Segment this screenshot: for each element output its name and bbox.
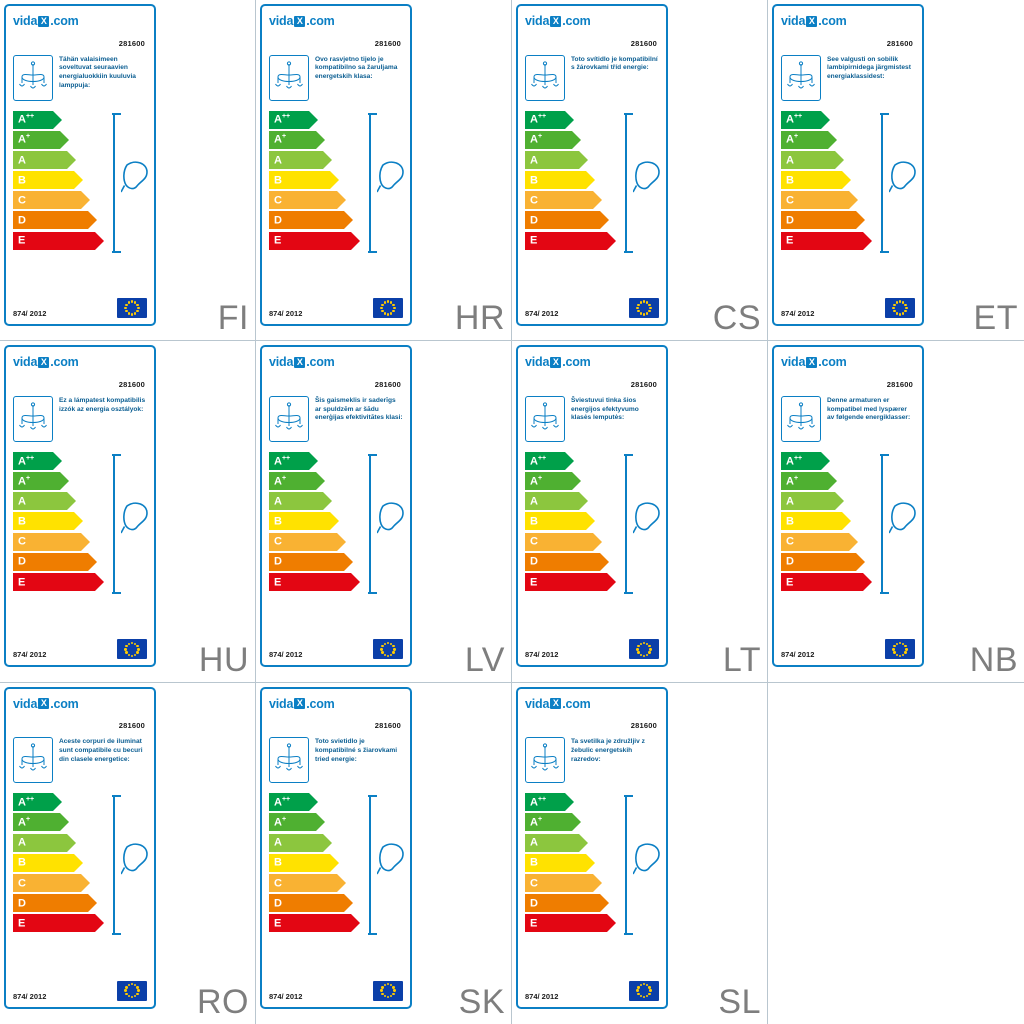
energy-class-bar: A++ bbox=[525, 452, 613, 470]
brand-name-pre: vida bbox=[269, 14, 294, 28]
eu-flag-icon bbox=[629, 981, 659, 1001]
brand-logo bbox=[781, 356, 915, 369]
energy-class-bar: C bbox=[525, 191, 613, 209]
chandelier-icon bbox=[274, 402, 304, 436]
energy-class-bar: A+ bbox=[525, 472, 613, 490]
energy-class-bars bbox=[13, 793, 101, 934]
energy-class-bar: B bbox=[13, 171, 101, 189]
chandelier-icon bbox=[18, 61, 48, 95]
energy-class-bar: A++ bbox=[269, 111, 357, 129]
brand-logo bbox=[13, 15, 147, 28]
energy-class-bar: C bbox=[525, 874, 613, 892]
model-number: 281600 bbox=[118, 379, 145, 389]
compatibility-text: Toto svietidlo je kompatibilné s žiarovkami tried energie: bbox=[315, 738, 398, 763]
brand-logo bbox=[269, 15, 403, 28]
energy-scale bbox=[781, 111, 915, 261]
energy-class-bars bbox=[13, 452, 101, 593]
energy-class-bar: A++ bbox=[269, 793, 357, 811]
empty-cell bbox=[768, 683, 1024, 1024]
regulation-number: 874/ 2012 bbox=[525, 991, 559, 1001]
label-cell bbox=[768, 0, 1024, 341]
energy-class-bars bbox=[13, 111, 101, 252]
energy-label-card bbox=[4, 687, 156, 1009]
energy-label-card bbox=[4, 4, 156, 326]
brand-mark: X bbox=[550, 357, 561, 368]
energy-class-bar: A+ bbox=[525, 131, 613, 149]
energy-scale bbox=[525, 111, 659, 261]
energy-scale bbox=[269, 452, 403, 602]
energy-class-bar: A bbox=[525, 151, 613, 169]
brand-logo bbox=[525, 15, 659, 28]
chandelier-icon bbox=[18, 402, 48, 436]
brand-mark: X bbox=[806, 16, 817, 27]
brand-mark: X bbox=[38, 16, 49, 27]
label-cell bbox=[0, 683, 256, 1024]
brand-logo bbox=[525, 356, 659, 369]
chandelier-icon bbox=[274, 743, 304, 777]
brand-mark: X bbox=[550, 698, 561, 709]
compatibility-text: Šis gaismeklis ir saderīgs ar spuldzēm ar šādu enerģijas efektivitātes klasi: bbox=[315, 396, 403, 422]
lamp-icon-box bbox=[269, 55, 309, 101]
language-code: ET bbox=[973, 299, 1018, 338]
energy-class-bar: B bbox=[269, 854, 357, 872]
brand-name-pre: vida bbox=[525, 14, 550, 28]
energy-label-card bbox=[772, 4, 924, 326]
energy-scale bbox=[13, 111, 147, 261]
energy-class-bars bbox=[269, 793, 357, 934]
bulb-illustration bbox=[621, 113, 671, 253]
energy-class-bar: D bbox=[269, 211, 357, 229]
light-bulb-icon bbox=[121, 841, 155, 879]
energy-class-bar: B bbox=[525, 854, 613, 872]
lamp-icon-box bbox=[269, 737, 309, 783]
energy-class-bar: C bbox=[781, 533, 869, 551]
compatibility-text: Ta svetilka je združljiv z žebulic energetskih razredov: bbox=[571, 738, 645, 763]
brand-mark: X bbox=[294, 357, 305, 368]
energy-class-bars bbox=[525, 111, 613, 252]
language-code: LV bbox=[464, 640, 505, 679]
bulb-illustration bbox=[109, 454, 159, 594]
energy-class-bar: C bbox=[13, 191, 101, 209]
energy-scale bbox=[525, 452, 659, 602]
energy-class-bar: A bbox=[781, 492, 869, 510]
lamp-icon-box bbox=[781, 55, 821, 101]
lamp-icon-box bbox=[13, 737, 53, 783]
energy-label-card bbox=[260, 4, 412, 326]
energy-label-card bbox=[516, 345, 668, 667]
model-number: 281600 bbox=[630, 721, 657, 731]
bulb-illustration bbox=[621, 795, 671, 935]
energy-class-bar: A++ bbox=[525, 793, 613, 811]
energy-class-bar: A bbox=[269, 151, 357, 169]
brand-mark: X bbox=[38, 698, 49, 709]
energy-class-bar: A++ bbox=[269, 452, 357, 470]
regulation-number: 874/ 2012 bbox=[269, 650, 303, 660]
energy-class-bar: E bbox=[13, 573, 101, 591]
energy-label-card bbox=[260, 345, 412, 667]
lamp-icon-box bbox=[13, 396, 53, 442]
energy-class-bar: C bbox=[781, 191, 869, 209]
compatibility-text: Ovo rasvjetno tijelo je kompatibilno sa žaruljama energetskih klasa: bbox=[315, 55, 398, 80]
brand-mark: X bbox=[550, 16, 561, 27]
model-number: 281600 bbox=[374, 379, 401, 389]
energy-label-card bbox=[4, 345, 156, 667]
language-code: LT bbox=[722, 640, 761, 679]
energy-class-bar: D bbox=[525, 894, 613, 912]
brand-name-pre: vida bbox=[13, 696, 38, 711]
energy-class-bar: A bbox=[269, 834, 357, 852]
regulation-number: 874/ 2012 bbox=[269, 309, 303, 318]
energy-scale bbox=[269, 111, 403, 261]
regulation-number: 874/ 2012 bbox=[781, 650, 815, 660]
energy-class-bar: D bbox=[269, 553, 357, 571]
energy-class-bar: B bbox=[525, 171, 613, 189]
chandelier-icon bbox=[530, 743, 560, 777]
compatibility-text: Ez a lámpatest kompatibilis izzók az energia osztályok: bbox=[59, 396, 146, 413]
energy-class-bar: A++ bbox=[781, 111, 869, 129]
eu-flag-icon bbox=[373, 639, 403, 659]
brand-name-pre: vida bbox=[269, 355, 294, 370]
model-number: 281600 bbox=[374, 721, 401, 731]
chandelier-icon bbox=[530, 61, 560, 95]
light-bulb-icon bbox=[889, 159, 923, 197]
energy-class-bar: A++ bbox=[525, 111, 613, 129]
energy-class-bar: A+ bbox=[13, 472, 101, 490]
lamp-icon-box bbox=[13, 55, 53, 101]
energy-label-card bbox=[516, 4, 668, 326]
label-cell bbox=[256, 683, 512, 1024]
label-cell bbox=[256, 341, 512, 682]
brand-name-post: .com bbox=[562, 14, 591, 28]
bulb-illustration bbox=[365, 795, 415, 935]
bulb-illustration bbox=[621, 454, 671, 594]
energy-class-bar: C bbox=[525, 533, 613, 551]
chandelier-icon bbox=[786, 402, 816, 436]
bulb-illustration bbox=[365, 454, 415, 594]
label-cell bbox=[512, 341, 768, 682]
regulation-number: 874/ 2012 bbox=[525, 309, 559, 318]
regulation-number: 874/ 2012 bbox=[525, 650, 559, 660]
label-cell bbox=[768, 341, 1024, 682]
energy-class-bar: B bbox=[269, 512, 357, 530]
light-bulb-icon bbox=[633, 159, 667, 197]
energy-class-bar: A bbox=[13, 492, 101, 510]
energy-class-bar: A++ bbox=[13, 452, 101, 470]
eu-flag-icon bbox=[629, 298, 659, 318]
brand-name-pre: vida bbox=[525, 355, 550, 370]
brand-name-post: .com bbox=[818, 355, 847, 370]
light-bulb-icon bbox=[633, 841, 667, 879]
eu-flag-icon bbox=[373, 298, 403, 318]
compatibility-text: Šviestuvui tinka šios energijos efektyvumo klasės lemputės: bbox=[571, 396, 639, 422]
eu-flag-icon bbox=[885, 298, 915, 318]
energy-class-bar: A+ bbox=[13, 131, 101, 149]
chandelier-icon bbox=[786, 61, 816, 95]
energy-class-bar: C bbox=[269, 533, 357, 551]
energy-class-bar: D bbox=[13, 553, 101, 571]
brand-logo bbox=[269, 356, 403, 369]
energy-class-bar: D bbox=[13, 211, 101, 229]
light-bulb-icon bbox=[377, 159, 411, 197]
brand-logo bbox=[269, 698, 403, 711]
label-cell bbox=[512, 683, 768, 1024]
label-cell bbox=[0, 0, 256, 341]
energy-scale bbox=[269, 793, 403, 943]
chandelier-icon bbox=[530, 402, 560, 436]
energy-class-bar: A bbox=[781, 151, 869, 169]
energy-class-bar: D bbox=[781, 211, 869, 229]
language-code: CS bbox=[712, 299, 761, 338]
energy-class-bar: B bbox=[781, 171, 869, 189]
compatibility-text: Denne armaturen er kompatibel med lyspærer av følgende energiklasser: bbox=[827, 396, 911, 422]
energy-class-bar: C bbox=[13, 874, 101, 892]
energy-class-bar: A bbox=[269, 492, 357, 510]
energy-class-bars bbox=[781, 452, 869, 593]
energy-scale bbox=[13, 793, 147, 943]
brand-name-pre: vida bbox=[269, 696, 294, 711]
energy-class-bar: E bbox=[525, 232, 613, 250]
energy-class-bars bbox=[525, 452, 613, 593]
regulation-number: 874/ 2012 bbox=[13, 991, 47, 1001]
lamp-icon-box bbox=[269, 396, 309, 442]
language-code: NB bbox=[969, 640, 1018, 679]
bulb-illustration bbox=[877, 113, 927, 253]
eu-flag-icon bbox=[373, 981, 403, 1001]
energy-class-bar: D bbox=[781, 553, 869, 571]
brand-name-post: .com bbox=[562, 696, 591, 711]
compatibility-text: See valgusti on sobilik lambipirnidega järgmistest energiaklassidest: bbox=[827, 55, 911, 80]
regulation-number: 874/ 2012 bbox=[13, 309, 47, 318]
language-code: HU bbox=[198, 640, 249, 679]
regulation-number: 874/ 2012 bbox=[781, 309, 815, 318]
model-number: 281600 bbox=[374, 38, 401, 48]
regulation-number: 874/ 2012 bbox=[269, 991, 303, 1001]
energy-class-bar: C bbox=[269, 874, 357, 892]
energy-class-bar: C bbox=[269, 191, 357, 209]
energy-class-bar: C bbox=[13, 533, 101, 551]
lamp-icon-box bbox=[781, 396, 821, 442]
brand-name-post: .com bbox=[818, 14, 847, 28]
energy-class-bar: E bbox=[13, 232, 101, 250]
model-number: 281600 bbox=[886, 379, 913, 389]
brand-name-pre: vida bbox=[13, 14, 38, 28]
energy-class-bar: A++ bbox=[13, 111, 101, 129]
eu-flag-icon bbox=[629, 639, 659, 659]
energy-class-bar: D bbox=[269, 894, 357, 912]
energy-class-bar: D bbox=[525, 211, 613, 229]
energy-class-bar: E bbox=[269, 232, 357, 250]
regulation-number: 874/ 2012 bbox=[13, 650, 47, 660]
energy-scale bbox=[13, 452, 147, 602]
energy-class-bar: A+ bbox=[269, 813, 357, 831]
energy-scale bbox=[525, 793, 659, 943]
eu-flag-icon bbox=[117, 298, 147, 318]
brand-name-post: .com bbox=[306, 696, 335, 711]
light-bulb-icon bbox=[121, 159, 155, 197]
compatibility-text: Tähän valaisimeen soveltuvat seuraavien energialuokkiin kuuluvia lamppuja: bbox=[59, 55, 136, 89]
brand-logo bbox=[781, 15, 915, 28]
energy-class-bar: A bbox=[525, 834, 613, 852]
language-code: HR bbox=[454, 299, 505, 338]
energy-class-bar: E bbox=[525, 914, 613, 932]
energy-class-bar: A++ bbox=[781, 452, 869, 470]
compatibility-text: Toto svítidlo je kompatibilní s žárovkami tříd energie: bbox=[571, 55, 658, 72]
energy-class-bar: A+ bbox=[525, 813, 613, 831]
brand-logo bbox=[13, 698, 147, 711]
energy-class-bar: B bbox=[13, 512, 101, 530]
energy-scale bbox=[781, 452, 915, 602]
energy-class-bar: A+ bbox=[13, 813, 101, 831]
energy-class-bar: E bbox=[781, 573, 869, 591]
energy-class-bar: A++ bbox=[13, 793, 101, 811]
brand-name-pre: vida bbox=[781, 14, 806, 28]
energy-class-bars bbox=[269, 111, 357, 252]
bulb-illustration bbox=[109, 795, 159, 935]
light-bulb-icon bbox=[121, 500, 155, 538]
brand-name-post: .com bbox=[306, 14, 335, 28]
bulb-illustration bbox=[877, 454, 927, 594]
light-bulb-icon bbox=[377, 500, 411, 538]
energy-class-bar: E bbox=[269, 914, 357, 932]
energy-class-bar: A bbox=[525, 492, 613, 510]
energy-class-bar: A+ bbox=[269, 472, 357, 490]
energy-class-bar: A+ bbox=[781, 131, 869, 149]
brand-name-post: .com bbox=[50, 696, 79, 711]
compatibility-text: Aceste corpuri de iluminat sunt compatibile cu becuri din clasele energetice: bbox=[59, 738, 143, 763]
chandelier-icon bbox=[274, 61, 304, 95]
energy-class-bar: B bbox=[13, 854, 101, 872]
eu-flag-icon bbox=[117, 981, 147, 1001]
energy-class-bars bbox=[525, 793, 613, 934]
energy-class-bar: E bbox=[781, 232, 869, 250]
brand-name-post: .com bbox=[306, 355, 335, 370]
model-number: 281600 bbox=[886, 38, 913, 48]
energy-class-bar: A bbox=[13, 151, 101, 169]
energy-class-bar: A bbox=[13, 834, 101, 852]
energy-class-bar: B bbox=[525, 512, 613, 530]
brand-logo bbox=[13, 356, 147, 369]
energy-label-card bbox=[260, 687, 412, 1009]
language-code: RO bbox=[197, 982, 249, 1021]
lamp-icon-box bbox=[525, 396, 565, 442]
language-code: SK bbox=[458, 982, 505, 1021]
energy-class-bar: E bbox=[269, 573, 357, 591]
energy-class-bar: E bbox=[13, 914, 101, 932]
energy-class-bars bbox=[269, 452, 357, 593]
bulb-illustration bbox=[109, 113, 159, 253]
brand-logo bbox=[525, 698, 659, 711]
eu-flag-icon bbox=[117, 639, 147, 659]
language-code: SL bbox=[718, 982, 761, 1021]
label-cell bbox=[0, 341, 256, 682]
brand-name-post: .com bbox=[50, 14, 79, 28]
brand-mark: X bbox=[38, 357, 49, 368]
brand-name-post: .com bbox=[50, 355, 79, 370]
brand-mark: X bbox=[294, 698, 305, 709]
energy-class-bars bbox=[781, 111, 869, 252]
label-cell bbox=[256, 0, 512, 341]
chandelier-icon bbox=[18, 743, 48, 777]
model-number: 281600 bbox=[118, 721, 145, 731]
model-number: 281600 bbox=[118, 38, 145, 48]
energy-class-bar: A+ bbox=[269, 131, 357, 149]
energy-label-card bbox=[772, 345, 924, 667]
energy-class-bar: B bbox=[781, 512, 869, 530]
lamp-icon-box bbox=[525, 737, 565, 783]
lamp-icon-box bbox=[525, 55, 565, 101]
label-cell bbox=[512, 0, 768, 341]
light-bulb-icon bbox=[889, 500, 923, 538]
model-number: 281600 bbox=[630, 38, 657, 48]
energy-label-card bbox=[516, 687, 668, 1009]
energy-class-bar: D bbox=[525, 553, 613, 571]
model-number: 281600 bbox=[630, 379, 657, 389]
energy-class-bar: A+ bbox=[781, 472, 869, 490]
eu-flag-icon bbox=[885, 639, 915, 659]
brand-name-pre: vida bbox=[525, 696, 550, 711]
energy-class-bar: E bbox=[525, 573, 613, 591]
brand-mark: X bbox=[806, 357, 817, 368]
brand-mark: X bbox=[294, 16, 305, 27]
brand-name-pre: vida bbox=[13, 355, 38, 370]
light-bulb-icon bbox=[633, 500, 667, 538]
light-bulb-icon bbox=[377, 841, 411, 879]
bulb-illustration bbox=[365, 113, 415, 253]
brand-name-pre: vida bbox=[781, 355, 806, 370]
energy-class-bar: B bbox=[269, 171, 357, 189]
energy-class-bar: D bbox=[13, 894, 101, 912]
brand-name-post: .com bbox=[562, 355, 591, 370]
language-code: FI bbox=[217, 299, 249, 338]
